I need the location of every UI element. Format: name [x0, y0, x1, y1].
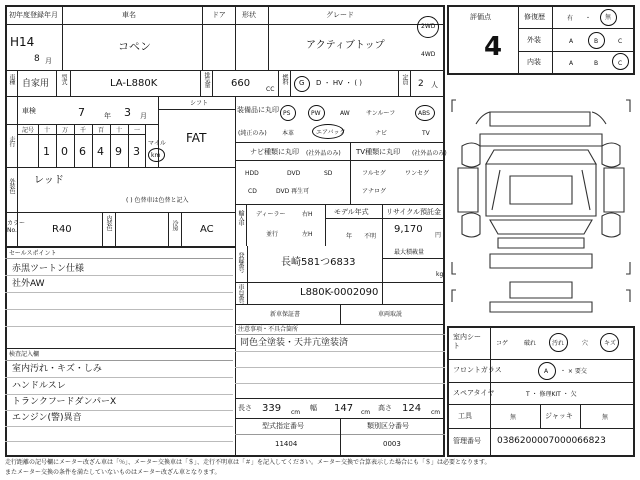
footer-note-1: 走行距離の記号欄にメーター改ざん車は「％」、メーター交換車は「＄」、走行不明車は「＃」を記入してください。メーター交換で合算表示した場合にも「＄」は必要となります。 — [5, 459, 491, 466]
mileage-header-3: 千 — [80, 127, 87, 134]
sales-points-label: セールスポイント — [9, 250, 57, 257]
score-value: 4 — [484, 32, 503, 62]
fuel-label: 燃料 — [281, 74, 288, 84]
inspection-label: 車検 — [22, 107, 36, 115]
interior-grade: B — [594, 60, 599, 67]
class-number-value: 0003 — [383, 440, 401, 448]
grade-label: グレード — [326, 11, 354, 19]
displacement-value: 660 — [231, 78, 251, 89]
room-sheet-item: 破れ — [524, 340, 537, 347]
exterior-grade: B — [594, 38, 599, 45]
max-load-unit: kg — [436, 271, 444, 278]
drive-4wd: 4WD — [421, 51, 436, 58]
interior-grade-label: 内装 — [527, 58, 541, 66]
grade-value: アクティブトップ — [306, 40, 385, 51]
inspector-label: 検査記入欄 — [9, 351, 40, 358]
reg-date-label: 初年度登録年月 — [9, 11, 58, 19]
jack-label: ジャッキ — [545, 412, 573, 420]
mileage-header-6: 一 — [134, 127, 141, 134]
shape-label: 形状 — [242, 11, 256, 19]
shift-value: FAT — [186, 131, 207, 145]
capacity-unit: 人 — [431, 81, 438, 89]
mileage-digit: 4 — [97, 145, 104, 158]
reg-month: 8 — [34, 54, 40, 64]
room-sheet-item: 汚れ — [552, 340, 565, 347]
equip-sunroof: サンルーフ — [366, 110, 396, 117]
tv-analog: アナログ — [362, 188, 387, 195]
recycle-value: 9,170 — [394, 224, 423, 235]
model-label: 型式 — [60, 74, 67, 84]
tv-fullseg: フルセグ — [362, 170, 386, 177]
mileage-header-0: 記号 — [22, 127, 35, 134]
interior-color-label: 内装色 — [105, 215, 112, 230]
drive-2wd: 2WD — [421, 23, 436, 30]
car-name: コペン — [118, 40, 151, 53]
plate-label: 登録番号 — [237, 252, 244, 272]
model-year-unknown: 不明 — [364, 233, 377, 240]
exterior-color: レッド — [34, 175, 64, 186]
tools-label: 工具 — [458, 412, 472, 420]
import-right: 右H — [302, 211, 313, 218]
exterior-grade: C — [618, 38, 623, 45]
room-sheet-label: 室内シート — [453, 333, 481, 350]
exterior-label: 外装色 — [8, 178, 15, 193]
capacity-value: 2 — [418, 79, 424, 89]
sales-point: 社外AW — [12, 279, 45, 289]
mileage-label: 走行 — [8, 136, 15, 146]
mileage-digit: 9 — [115, 145, 122, 158]
tv-sub: (社外品のみ) — [412, 150, 447, 157]
equip-tv: TV — [422, 130, 430, 137]
fuel-other: D ・ HV ・ ( ) — [316, 79, 363, 87]
navi-sd: SD — [324, 170, 333, 177]
import-parallel: 並行 — [266, 231, 279, 238]
front-glass-rest: ・ × 要交 — [560, 368, 587, 375]
reg-month-unit: 月 — [45, 57, 52, 65]
color-code: R40 — [52, 224, 72, 235]
exterior-grade: A — [569, 38, 574, 45]
capacity-label: 定員 — [401, 74, 408, 84]
use-type: 自家用 — [22, 79, 50, 89]
mileage-digit: 6 — [79, 145, 86, 158]
warranty-book: 新車保証書 — [270, 311, 301, 318]
navi-label: ナビ種類に丸印 — [250, 148, 299, 156]
chassis-label: 車台番号 — [237, 284, 244, 304]
tv-label: TV種類に丸印 — [356, 148, 401, 156]
inspection-year-unit: 年 — [104, 112, 111, 120]
room-sheet-item: コゲ — [496, 340, 509, 347]
class-number-label: 類別区分番号 — [367, 422, 409, 430]
navi-dvd: DVD — [287, 170, 301, 177]
front-glass-a: A — [544, 368, 549, 375]
equip-pw: PW — [311, 110, 321, 117]
footer-note-2: またメーター交換の条件を満たしていないものはメーター改ざん車となります。 — [5, 469, 221, 476]
exterior-note: ( ) 色替車は色替と記入 — [126, 197, 189, 204]
equip-navi: ナビ — [375, 130, 388, 137]
length-label: 長さ — [238, 404, 252, 412]
tools-value: 無 — [510, 414, 517, 421]
recycle-label: リサイクル預託金 — [386, 208, 442, 216]
car-name-label: 車名 — [122, 11, 136, 19]
height-value: 124 — [402, 403, 422, 414]
repair-label: 修復歴 — [524, 13, 545, 21]
jack-value: 無 — [602, 414, 609, 421]
inspector-note: エンジン(警)異音 — [12, 413, 82, 423]
aircon-label: 冷房 — [171, 220, 178, 230]
model-year-label: モデル年式 — [334, 208, 369, 216]
interior-grade: C — [618, 60, 623, 67]
import-label: 輸入車 — [237, 210, 244, 225]
repair-yes: 有 — [567, 15, 574, 22]
equip-abs: ABS — [418, 110, 430, 117]
length-value: 339 — [262, 403, 282, 414]
width-label: 幅 — [310, 404, 317, 412]
door-label: ドア — [212, 11, 226, 19]
spare-tire-value: T ・ 修理KIT ・ 欠 — [526, 391, 577, 398]
mileage-header-1: 十 — [44, 127, 51, 134]
aircon-value: AC — [200, 224, 214, 235]
control-label: 管理番号 — [453, 437, 481, 445]
equip-airbag: エアバック — [316, 129, 346, 136]
mileage-header-2: 万 — [62, 127, 69, 134]
model-year-unit: 年 — [346, 233, 353, 240]
interior-grade: A — [569, 60, 574, 67]
car-diagram — [450, 94, 632, 319]
tv-oneseg: ワンセグ — [405, 170, 430, 177]
mileage-mile: マイル — [148, 140, 166, 147]
inspection-year: 7 — [78, 106, 85, 119]
notes-label: 注意事項・不具合箇所 — [238, 326, 299, 333]
equip-leather: 本革 — [282, 130, 295, 137]
inspector-note: ハンドルスレ — [12, 381, 66, 391]
mileage-header-4: 百 — [98, 127, 105, 134]
control-number: 0386200007000066823 — [497, 436, 606, 446]
repair-no: 無 — [605, 14, 612, 21]
inspection-month-unit: 月 — [140, 112, 147, 120]
fuel-g: G — [299, 79, 305, 87]
room-sheet-item: 穴 — [582, 340, 589, 347]
inspector-note: トランクフードダンパーX — [12, 397, 117, 407]
mileage-header-5: 十 — [116, 127, 123, 134]
inspection-month: 3 — [124, 106, 131, 119]
max-load-label: 最大積載量 — [394, 249, 425, 256]
navi-dvd-play: DVD 再生可 — [276, 188, 310, 195]
color-code-label: カラーNo. — [7, 220, 26, 234]
repair-sep: ・ — [585, 15, 592, 22]
width-value: 147 — [334, 403, 354, 414]
notes-line: 同色全塗装・天井亢塗装済 — [240, 338, 349, 348]
type-designation-value: 11404 — [275, 440, 298, 448]
equip-aw: AW — [340, 110, 350, 117]
length-unit: cm — [291, 409, 301, 416]
navi-hdd: HDD — [245, 170, 259, 177]
model-code: LA-L880K — [110, 78, 158, 89]
height-unit: cm — [431, 409, 441, 416]
recycle-unit: 円 — [435, 232, 442, 239]
inspector-note: 室内汚れ・キズ・しみ — [12, 364, 102, 374]
equip-ps: PS — [283, 110, 291, 117]
mileage-digit: 0 — [61, 145, 68, 158]
navi-cd: CD — [248, 188, 257, 195]
import-dealer: ディーラー — [256, 211, 286, 218]
equipment-sub: (純正のみ) — [238, 130, 267, 137]
displacement-unit: CC — [266, 86, 275, 93]
mileage-km: km — [151, 152, 161, 159]
owner-manual: 車両取説 — [378, 311, 403, 318]
navi-sub: (社外品のみ) — [306, 150, 341, 157]
sales-point: 赤黒ツートン仕様 — [12, 264, 85, 274]
spare-tire-label: スペアタイヤ — [453, 389, 495, 397]
displacement-label: 排気量 — [203, 72, 210, 87]
reg-era: H14 — [10, 35, 35, 49]
use-type-label: 車種 — [8, 74, 15, 84]
exterior-grade-label: 外装 — [527, 36, 541, 44]
import-left: 左H — [302, 231, 313, 238]
height-label: 高さ — [378, 404, 392, 412]
score-label: 評価点 — [470, 13, 491, 21]
type-designation-label: 型式指定番号 — [262, 422, 304, 430]
equipment-label: 装備品に丸印 — [237, 106, 279, 114]
room-sheet-item: キズ — [604, 340, 616, 347]
plate-value: 長崎581つ6833 — [281, 257, 356, 268]
shift-label: シフト — [190, 100, 209, 107]
mileage-digit: 3 — [133, 145, 140, 158]
chassis-value: L880K-0002090 — [300, 287, 379, 298]
width-unit: cm — [361, 409, 371, 416]
front-glass-label: フロントガラス — [453, 366, 502, 374]
mileage-digit: 1 — [43, 145, 50, 158]
